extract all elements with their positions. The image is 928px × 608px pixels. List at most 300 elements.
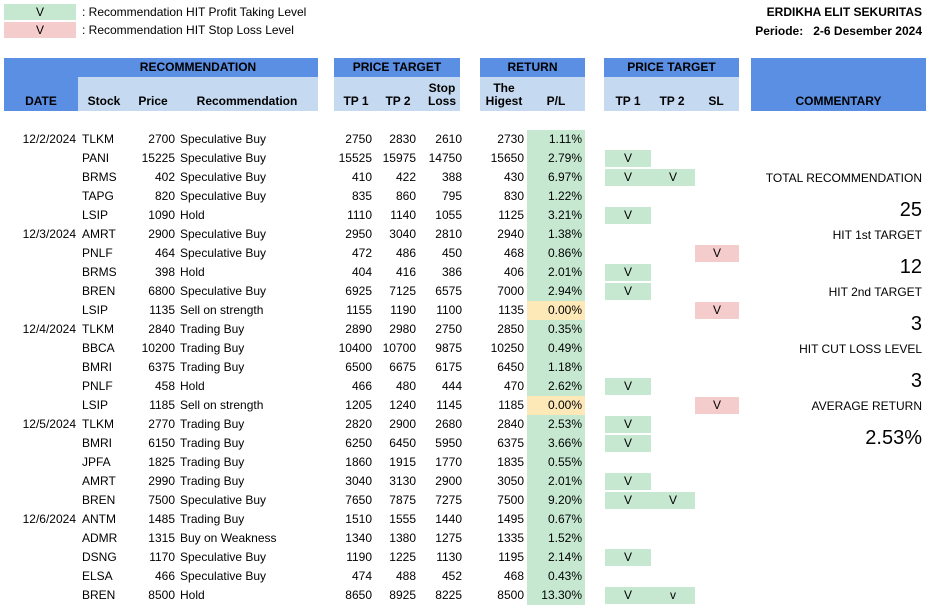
row-tp1: 466 — [351, 379, 372, 393]
row-date — [4, 206, 76, 225]
row-pl: 2.01% — [527, 472, 585, 491]
header-hit-sl: SL — [708, 94, 724, 108]
row-stock: BRMS — [82, 265, 117, 279]
row-date — [4, 263, 76, 282]
row-recommendation: Buy on Weakness — [180, 531, 277, 545]
row-stock: TLKM — [82, 132, 115, 146]
row-hit-tp2: V — [651, 169, 695, 186]
row-pl: 1.52% — [527, 529, 585, 548]
row-price: 402 — [154, 170, 175, 184]
row-stock: BREN — [82, 588, 116, 602]
header-highest: The Higest — [485, 81, 523, 108]
row-date — [4, 567, 76, 586]
row-tp2: 7875 — [389, 493, 416, 507]
average-return-label: AVERAGE RETURN — [811, 399, 922, 413]
table-row — [0, 377, 928, 396]
row-date — [4, 529, 76, 548]
hit2-value: 3 — [910, 313, 922, 335]
row-stop-loss: 8225 — [435, 588, 462, 602]
row-tp2: 7125 — [389, 284, 416, 298]
row-stock: BBCA — [82, 341, 115, 355]
row-date — [4, 548, 76, 567]
row-price: 1090 — [148, 208, 175, 222]
legend-tp-swatch: V — [4, 4, 76, 20]
row-stop-loss: 2680 — [435, 417, 462, 431]
row-tp2: 3130 — [389, 474, 416, 488]
row-stop-loss: 1100 — [436, 303, 462, 317]
row-highest: 2730 — [497, 132, 524, 146]
row-stock: LSIP — [82, 398, 109, 412]
row-hit-tp1: V — [605, 264, 651, 281]
row-price: 464 — [154, 246, 175, 260]
row-stock: LSIP — [82, 208, 109, 222]
row-price: 458 — [154, 379, 175, 393]
row-hit-tp2: V — [651, 492, 695, 509]
row-highest: 468 — [503, 569, 524, 583]
row-stop-loss: 14750 — [428, 151, 462, 165]
row-pl: 1.11% — [527, 130, 585, 149]
row-pl: 0.00% — [527, 301, 585, 320]
row-price: 7500 — [148, 493, 175, 507]
row-date — [4, 453, 76, 472]
row-price: 466 — [154, 569, 175, 583]
row-pl: 2.79% — [527, 149, 585, 168]
row-date — [4, 472, 76, 491]
row-price: 2770 — [148, 417, 175, 431]
row-tp2: 10700 — [382, 341, 416, 355]
row-highest: 470 — [503, 379, 524, 393]
row-stop-loss: 452 — [441, 569, 462, 583]
row-stop-loss: 6575 — [435, 284, 462, 298]
header-tp1: TP 1 — [343, 94, 369, 108]
table-row — [0, 548, 928, 567]
header-return-group: RETURN — [480, 58, 585, 77]
table-row — [0, 282, 928, 301]
row-stock: LSIP — [82, 303, 109, 317]
row-tp2: 15975 — [382, 151, 416, 165]
row-recommendation: Speculative Buy — [180, 246, 267, 260]
row-tp1: 2820 — [345, 417, 372, 431]
row-stock: ADMR — [82, 531, 118, 545]
row-recommendation: Trading Buy — [180, 360, 245, 374]
header-pl: P/L — [546, 94, 566, 108]
row-recommendation: Hold — [180, 265, 205, 279]
row-recommendation: Speculative Buy — [180, 550, 267, 564]
table-row — [0, 434, 928, 453]
row-tp2: 6675 — [389, 360, 416, 374]
row-price: 6150 — [148, 436, 175, 450]
header-tp2: TP 2 — [385, 94, 411, 108]
row-pl: 0.86% — [527, 244, 585, 263]
row-tp2: 422 — [395, 170, 416, 184]
row-stock: DSNG — [82, 550, 117, 564]
legend-tp-text: : Recommendation HIT Profit Taking Level — [82, 5, 307, 19]
header-stop-loss: Stop Loss — [427, 81, 456, 108]
row-highest: 1185 — [498, 398, 524, 412]
row-highest: 1495 — [497, 512, 524, 526]
row-pl: 9.20% — [527, 491, 585, 510]
row-tp1: 6925 — [345, 284, 372, 298]
row-recommendation: Trading Buy — [180, 474, 245, 488]
row-pl: 2.01% — [527, 263, 585, 282]
row-highest: 406 — [503, 265, 524, 279]
row-tp1: 1205 — [345, 398, 372, 412]
row-pl: 0.67% — [527, 510, 585, 529]
row-stock: TLKM — [82, 322, 115, 336]
table-row — [0, 529, 928, 548]
row-tp1: 8650 — [345, 588, 372, 602]
row-hit-sl: V — [695, 302, 739, 319]
row-pl: 1.22% — [527, 187, 585, 206]
row-stop-loss: 9875 — [435, 341, 462, 355]
row-tp2: 1140 — [390, 208, 416, 222]
row-pl: 0.49% — [527, 339, 585, 358]
row-recommendation: Speculative Buy — [180, 189, 267, 203]
row-stock: BMRI — [82, 360, 112, 374]
row-stop-loss: 2610 — [435, 132, 462, 146]
row-price: 8500 — [148, 588, 175, 602]
row-highest: 1835 — [497, 455, 524, 469]
row-hit-tp1: V — [605, 378, 651, 395]
table-row — [0, 510, 928, 529]
header-price: Price — [138, 94, 168, 108]
row-highest: 1335 — [497, 531, 524, 545]
table-row — [0, 301, 928, 320]
row-tp2: 1190 — [390, 303, 416, 317]
legend-sl-text: : Recommendation HIT Stop Loss Level — [82, 23, 294, 37]
row-hit-tp1: V — [605, 207, 651, 224]
period-label: Periode: — [755, 24, 804, 38]
header-recommendation-group: RECOMMENDATION — [78, 58, 318, 77]
row-tp1: 410 — [351, 170, 372, 184]
row-pl: 0.35% — [527, 320, 585, 339]
row-recommendation: Trading Buy — [180, 417, 245, 431]
row-hit-tp1: V — [605, 283, 651, 300]
table-row — [0, 149, 928, 168]
row-price: 2900 — [148, 227, 175, 241]
hit1-label: HIT 1st TARGET — [832, 228, 922, 242]
row-date — [4, 377, 76, 396]
row-tp1: 7650 — [345, 493, 372, 507]
row-tp1: 1510 — [345, 512, 372, 526]
row-pl: 1.18% — [527, 358, 585, 377]
row-hit-sl: V — [695, 397, 739, 414]
table-row — [0, 263, 928, 282]
legend-sl-swatch: V — [4, 22, 76, 38]
row-tp1: 1110 — [347, 208, 372, 222]
row-highest: 15650 — [490, 151, 524, 165]
row-date: 12/5/2024 — [22, 417, 76, 431]
row-pl: 1.38% — [527, 225, 585, 244]
row-pl: 2.94% — [527, 282, 585, 301]
row-price: 6375 — [148, 360, 175, 374]
row-tp2: 860 — [395, 189, 416, 203]
row-price: 6800 — [148, 284, 175, 298]
row-date: 12/4/2024 — [22, 322, 76, 336]
row-date — [4, 244, 76, 263]
row-stop-loss: 5950 — [435, 436, 462, 450]
row-hit-tp1: V — [605, 492, 651, 509]
row-tp1: 835 — [351, 189, 372, 203]
row-recommendation: Trading Buy — [180, 322, 245, 336]
row-highest: 1135 — [498, 303, 524, 317]
hit2-label: HIT 2nd TARGET — [828, 285, 922, 299]
header-recommendation: Recommendation — [196, 94, 298, 108]
row-pl: 2.14% — [527, 548, 585, 567]
row-price: 15225 — [141, 151, 175, 165]
row-pl: 0.55% — [527, 453, 585, 472]
row-tp2: 8925 — [389, 588, 416, 602]
row-tp1: 15525 — [338, 151, 372, 165]
header-date: DATE — [25, 94, 57, 108]
row-tp2: 2900 — [389, 417, 416, 431]
row-tp1: 1155 — [346, 303, 372, 317]
row-hit-tp1: V — [605, 587, 651, 604]
table-row — [0, 567, 928, 586]
row-tp2: 1380 — [389, 531, 416, 545]
row-price: 1185 — [149, 398, 175, 412]
row-highest: 2840 — [497, 417, 524, 431]
row-tp2: 1555 — [389, 512, 416, 526]
row-price: 1135 — [149, 303, 175, 317]
table-row — [0, 491, 928, 510]
row-highest: 2850 — [497, 322, 524, 336]
row-price: 2700 — [148, 132, 175, 146]
row-recommendation: Hold — [180, 588, 205, 602]
row-date — [4, 491, 76, 510]
row-tp1: 2950 — [345, 227, 372, 241]
row-hit-tp1: V — [605, 435, 651, 452]
row-recommendation: Speculative Buy — [180, 493, 267, 507]
row-stock: TAPG — [82, 189, 114, 203]
row-date — [4, 187, 76, 206]
total-recommendation-label: TOTAL RECOMMENDATION — [765, 171, 922, 185]
row-stop-loss: 2900 — [435, 474, 462, 488]
row-date — [4, 282, 76, 301]
row-highest: 468 — [503, 246, 524, 260]
row-price: 2840 — [148, 322, 175, 336]
row-price: 10200 — [141, 341, 175, 355]
row-stop-loss: 1770 — [435, 455, 462, 469]
row-recommendation: Trading Buy — [180, 436, 245, 450]
row-stop-loss: 388 — [441, 170, 462, 184]
row-stop-loss: 1275 — [435, 531, 462, 545]
firm-name: ERDIKHA ELIT SEKURITAS — [766, 5, 922, 19]
row-highest: 7500 — [497, 493, 524, 507]
row-stock: BREN — [82, 284, 116, 298]
row-highest: 6375 — [497, 436, 524, 450]
row-highest: 1195 — [498, 550, 524, 564]
row-recommendation: Hold — [180, 379, 205, 393]
row-stock: BREN — [82, 493, 116, 507]
row-price: 2990 — [148, 474, 175, 488]
row-recommendation: Speculative Buy — [180, 151, 267, 165]
row-stock: TLKM — [82, 417, 115, 431]
row-highest: 8500 — [497, 588, 524, 602]
row-tp2: 480 — [395, 379, 416, 393]
row-stop-loss: 386 — [441, 265, 462, 279]
row-price: 1170 — [149, 550, 175, 564]
row-tp1: 1340 — [345, 531, 372, 545]
row-hit-tp1: V — [605, 169, 651, 186]
row-stop-loss: 1440 — [435, 512, 462, 526]
row-hit-sl: V — [695, 245, 739, 262]
row-stop-loss: 444 — [441, 379, 462, 393]
row-stock: AMRT — [82, 227, 116, 241]
row-highest: 6450 — [497, 360, 524, 374]
row-tp2: 3040 — [389, 227, 416, 241]
row-recommendation: Sell on strength — [180, 398, 264, 412]
row-stop-loss: 1055 — [435, 208, 462, 222]
row-highest: 2940 — [497, 227, 524, 241]
row-stop-loss: 1145 — [436, 398, 462, 412]
row-stock: JPFA — [82, 455, 111, 469]
row-tp1: 404 — [351, 265, 372, 279]
table-row — [0, 586, 928, 605]
row-pl: 2.62% — [527, 377, 585, 396]
row-tp2: 416 — [395, 265, 416, 279]
row-tp2: 486 — [395, 246, 416, 260]
row-price: 1485 — [148, 512, 175, 526]
row-date: 12/3/2024 — [22, 227, 76, 241]
row-pl: 3.66% — [527, 434, 585, 453]
row-stock: PANI — [82, 151, 110, 165]
row-recommendation: Trading Buy — [180, 512, 245, 526]
total-recommendation-value: 25 — [899, 199, 922, 221]
row-tp2: 1915 — [389, 455, 416, 469]
period-value: 2-6 Desember 2024 — [813, 24, 922, 38]
row-recommendation: Speculative Buy — [180, 284, 267, 298]
row-stock: BMRI — [82, 436, 112, 450]
row-stock: AMRT — [82, 474, 116, 488]
row-tp1: 1190 — [346, 550, 372, 564]
row-highest: 3050 — [497, 474, 524, 488]
row-stop-loss: 2810 — [435, 227, 462, 241]
row-recommendation: Trading Buy — [180, 455, 245, 469]
row-highest: 1125 — [498, 208, 524, 222]
row-tp1: 2890 — [345, 322, 372, 336]
cut-loss-label: HIT CUT LOSS LEVEL — [799, 342, 922, 356]
row-pl: 2.53% — [527, 415, 585, 434]
row-stop-loss: 2750 — [435, 322, 462, 336]
row-stop-loss: 1130 — [436, 550, 462, 564]
row-tp2: 2980 — [389, 322, 416, 336]
row-recommendation: Trading Buy — [180, 341, 245, 355]
header-hit-tp1: TP 1 — [615, 94, 641, 108]
average-return-value: 2.53% — [865, 427, 922, 449]
row-tp2: 1225 — [389, 550, 416, 564]
row-hit-tp1: V — [605, 150, 651, 167]
row-tp1: 10400 — [338, 341, 372, 355]
row-stock: PNLF — [82, 379, 113, 393]
row-date — [4, 339, 76, 358]
row-hit-tp1: V — [605, 416, 651, 433]
row-date — [4, 434, 76, 453]
row-tp1: 1860 — [345, 455, 372, 469]
row-pl: 0.43% — [527, 567, 585, 586]
row-tp2: 1240 — [389, 398, 416, 412]
row-tp2: 488 — [395, 569, 416, 583]
row-stop-loss: 6175 — [435, 360, 462, 374]
table-row — [0, 415, 928, 434]
row-recommendation: Sell on strength — [180, 303, 264, 317]
row-date: 12/6/2024 — [22, 512, 76, 526]
row-stop-loss: 450 — [441, 246, 462, 260]
header-hit-tp2: TP 2 — [659, 94, 685, 108]
row-recommendation: Speculative Buy — [180, 227, 267, 241]
period — [755, 24, 922, 38]
row-price: 398 — [154, 265, 175, 279]
row-date — [4, 149, 76, 168]
header-commentary: COMMENTARY — [795, 94, 882, 108]
row-stock: ELSA — [82, 569, 113, 583]
row-tp2: 2830 — [389, 132, 416, 146]
row-pl: 3.21% — [527, 206, 585, 225]
table-row — [0, 396, 928, 415]
row-tp1: 2750 — [345, 132, 372, 146]
table-row — [0, 358, 928, 377]
row-recommendation: Speculative Buy — [180, 170, 267, 184]
row-tp1: 3040 — [345, 474, 372, 488]
row-highest: 430 — [503, 170, 524, 184]
table-row — [0, 244, 928, 263]
row-highest: 830 — [503, 189, 524, 203]
table-row — [0, 339, 928, 358]
row-tp2: 6450 — [389, 436, 416, 450]
row-stock: PNLF — [82, 246, 113, 260]
row-recommendation: Speculative Buy — [180, 569, 267, 583]
table-row — [0, 206, 928, 225]
hit1-value: 12 — [899, 256, 922, 278]
row-pl: 13.30% — [527, 586, 585, 605]
table-row — [0, 472, 928, 491]
table-row — [0, 225, 928, 244]
row-pl: 6.97% — [527, 168, 585, 187]
table-row — [0, 453, 928, 472]
row-stock: ANTM — [82, 512, 116, 526]
row-price: 1315 — [148, 531, 175, 545]
row-highest: 7000 — [497, 284, 524, 298]
row-stock: BRMS — [82, 170, 117, 184]
row-hit-tp2: v — [651, 587, 695, 604]
table-row — [0, 320, 928, 339]
row-tp1: 474 — [351, 569, 372, 583]
row-tp1: 6250 — [345, 436, 372, 450]
row-date — [4, 586, 76, 605]
row-recommendation: Speculative Buy — [180, 132, 267, 146]
header-price-target-group: PRICE TARGET — [334, 58, 460, 77]
row-hit-tp1: V — [605, 549, 651, 566]
row-tp1: 472 — [351, 246, 372, 260]
row-recommendation: Hold — [180, 208, 205, 222]
cut-loss-value: 3 — [910, 370, 922, 392]
row-stop-loss: 795 — [441, 189, 462, 203]
row-tp1: 6500 — [345, 360, 372, 374]
row-hit-tp1: V — [605, 473, 651, 490]
header-stock: Stock — [87, 94, 121, 108]
row-date — [4, 168, 76, 187]
row-date — [4, 301, 76, 320]
row-stop-loss: 7275 — [435, 493, 462, 507]
row-date — [4, 396, 76, 415]
row-date: 12/2/2024 — [22, 132, 76, 146]
row-pl: 0.00% — [527, 396, 585, 415]
row-price: 1825 — [148, 455, 175, 469]
row-date — [4, 358, 76, 377]
row-highest: 10250 — [490, 341, 524, 355]
table-row — [0, 187, 928, 206]
row-price: 820 — [154, 189, 175, 203]
